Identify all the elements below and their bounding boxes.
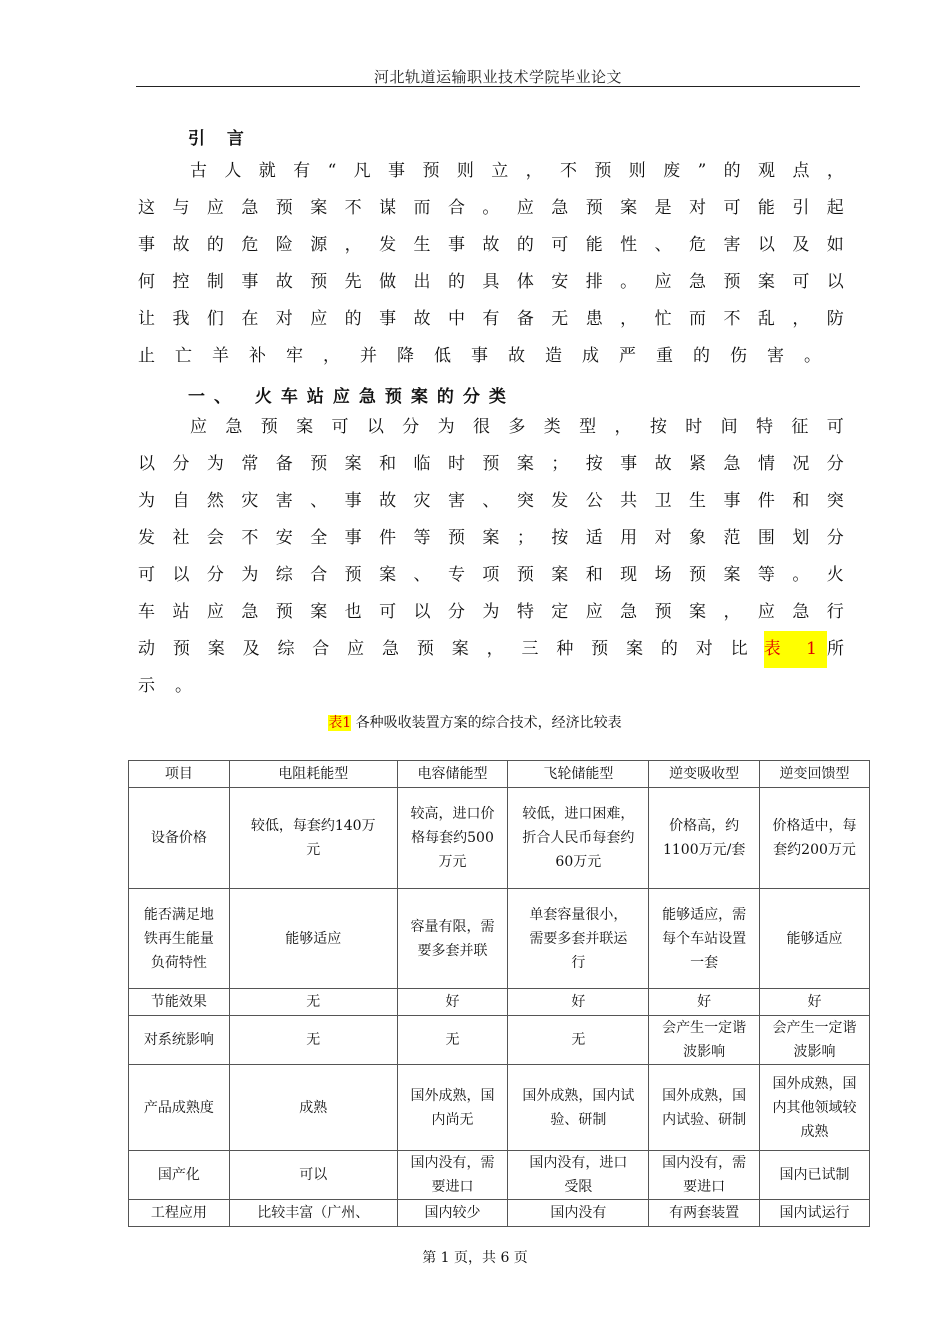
para-line: 发 社 会 不 安 全 事 件 等 预 案 ； 按 适 用 对 象 范 围 划 分 xyxy=(138,528,844,548)
table-cell: 无 xyxy=(229,989,397,1016)
header-rule xyxy=(136,86,860,87)
intro-heading: 引 言 xyxy=(188,129,252,149)
line-prefix: 动 预 案 及 综 合 应 急 预 案 ， 三 种 预 案 的 对 比 xyxy=(138,639,748,659)
header-cell: 电阻耗能型 xyxy=(229,761,397,788)
table-cell: 能够适应 xyxy=(760,889,870,989)
table-cell: 设备价格 xyxy=(129,788,230,889)
para-line: 应 急 预 案 可 以 分 为 很 多 类 型 ， 按 时 间 特 征 可 xyxy=(190,417,844,437)
table-cell: 国外成熟，国内试验、研制 xyxy=(649,1065,760,1151)
table-cell: 好 xyxy=(397,989,508,1016)
table-cell: 工程应用 xyxy=(129,1200,230,1227)
header-cell: 逆变吸收型 xyxy=(649,761,760,788)
table-cell: 比较丰富（广州、 xyxy=(229,1200,397,1227)
table-cell: 无 xyxy=(229,1016,397,1065)
table-cell: 无 xyxy=(397,1016,508,1065)
table-cell: 价格适中，每套约200万元 xyxy=(760,788,870,889)
para-line: 示 。 xyxy=(138,676,192,696)
para-line: 这 与 应 急 预 案 不 谋 而 合 。 应 急 预 案 是 对 可 能 引 起 xyxy=(138,198,844,218)
table-cell: 会产生一定谐波影响 xyxy=(760,1016,870,1065)
table-cell: 能够适应 xyxy=(229,889,397,989)
table-cell: 国内试运行 xyxy=(760,1200,870,1227)
table-cell: 国内没有，进口受限 xyxy=(508,1151,649,1200)
table-cell: 有两套装置 xyxy=(649,1200,760,1227)
table-cell: 国内已试制 xyxy=(760,1151,870,1200)
table-cell: 较高，进口价格每套约500 万元 xyxy=(397,788,508,889)
table-cell: 国产化 xyxy=(129,1151,230,1200)
table-cell: 国外成熟，国内其他领域较成熟 xyxy=(760,1065,870,1151)
para-line: 以 分 为 常 备 预 案 和 临 时 预 案 ； 按 事 故 紧 急 情 况 分 xyxy=(138,454,844,474)
intro-paragraph xyxy=(138,153,844,375)
table-cell: 会产生一定谐波影响 xyxy=(649,1016,760,1065)
table-cell: 好 xyxy=(508,989,649,1016)
table-cell: 国内较少 xyxy=(397,1200,508,1227)
table-row xyxy=(129,1065,870,1151)
table-cell: 成熟 xyxy=(229,1065,397,1151)
para-line: 车 站 应 急 预 案 也 可 以 分 为 特 定 应 急 预 案 ， 应 急 行 xyxy=(138,602,844,622)
page-footer: 第 1 页，共 6 页 xyxy=(422,1250,528,1266)
table-reference-link[interactable]: 表 1 xyxy=(764,631,827,668)
caption-text: 各种吸收装置方案的综合技术，经济比较表 xyxy=(351,715,622,731)
table-cell: 好 xyxy=(649,989,760,1016)
table-cell: 价格高，约1100万元/套 xyxy=(649,788,760,889)
table-row xyxy=(129,788,870,889)
section-heading: 一、 火车站应急预案的分类 xyxy=(188,387,515,407)
table-cell: 国内没有 xyxy=(508,1200,649,1227)
table-cell: 容量有限，需要多套并联 xyxy=(397,889,508,989)
table-cell: 节能效果 xyxy=(129,989,230,1016)
table-row xyxy=(129,989,870,1016)
header-cell: 电容储能型 xyxy=(397,761,508,788)
caption-ref: 表1 xyxy=(328,715,352,731)
table-cell: 产品成熟度 xyxy=(129,1065,230,1151)
table-row xyxy=(129,1151,870,1200)
table-row xyxy=(129,889,870,989)
para-line: 为 自 然 灾 害 、 事 故 灾 害 、 突 发 公 共 卫 生 事 件 和 突 xyxy=(138,491,844,511)
table-caption xyxy=(0,712,950,732)
table-cell: 较低，每套约140万元 xyxy=(229,788,397,889)
table-cell: 好 xyxy=(760,989,870,1016)
para-line: 止 亡 羊 补 牢 ， 并 降 低 事 故 造 成 严 重 的 伤 害 。 xyxy=(138,346,821,366)
para-line: 何 控 制 事 故 预 先 做 出 的 具 体 安 排 。 应 急 预 案 可 以 xyxy=(138,272,844,292)
table-cell: 国外成熟，国内尚无 xyxy=(397,1065,508,1151)
table-cell: 可以 xyxy=(229,1151,397,1200)
header-cell: 飞轮储能型 xyxy=(508,761,649,788)
table-row xyxy=(129,1016,870,1065)
header-cell: 逆变回馈型 xyxy=(760,761,870,788)
header-cell: 项目 xyxy=(129,761,230,788)
table-cell: 对系统影响 xyxy=(129,1016,230,1065)
table-cell: 国内没有，需要进口 xyxy=(649,1151,760,1200)
para-line: 事 故 的 危 险 源 ， 发 生 事 故 的 可 能 性 、 危 害 以 及 如 xyxy=(138,235,844,255)
table-cell: 国内没有，需要进口 xyxy=(397,1151,508,1200)
table-cell: 国外成熟，国内试验、研制 xyxy=(508,1065,649,1151)
table-cell: 无 xyxy=(508,1016,649,1065)
para-line: 让 我 们 在 对 应 的 事 故 中 有 备 无 患 ， 忙 而 不 乱 ， 防 xyxy=(138,309,844,329)
table-cell: 能否满足地铁再生能量负荷特性 xyxy=(129,889,230,989)
table-header-row xyxy=(129,761,870,788)
table-cell: 较低，进口困难，折合人民币每套约60万元 xyxy=(508,788,649,889)
table-cell: 单套容量很小，需要多套并联运行 xyxy=(508,889,649,989)
line-suffix: 所 xyxy=(827,639,844,659)
para-line: 古 人 就 有 “ 凡 事 预 则 立 ， 不 预 则 废 ” 的 观 点 ， xyxy=(190,161,844,181)
document-header: 河北轨道运输职业技术学院毕业论文 xyxy=(373,68,622,86)
comparison-table xyxy=(128,760,870,1227)
section1-paragraph xyxy=(138,409,844,705)
para-line: 可 以 分 为 综 合 预 案 、 专 项 预 案 和 现 场 预 案 等 。 火 xyxy=(138,565,844,585)
para-line-with-ref xyxy=(138,631,844,668)
table-row xyxy=(129,1200,870,1227)
table-cell: 能够适应，需每个车站设置一套 xyxy=(649,889,760,989)
